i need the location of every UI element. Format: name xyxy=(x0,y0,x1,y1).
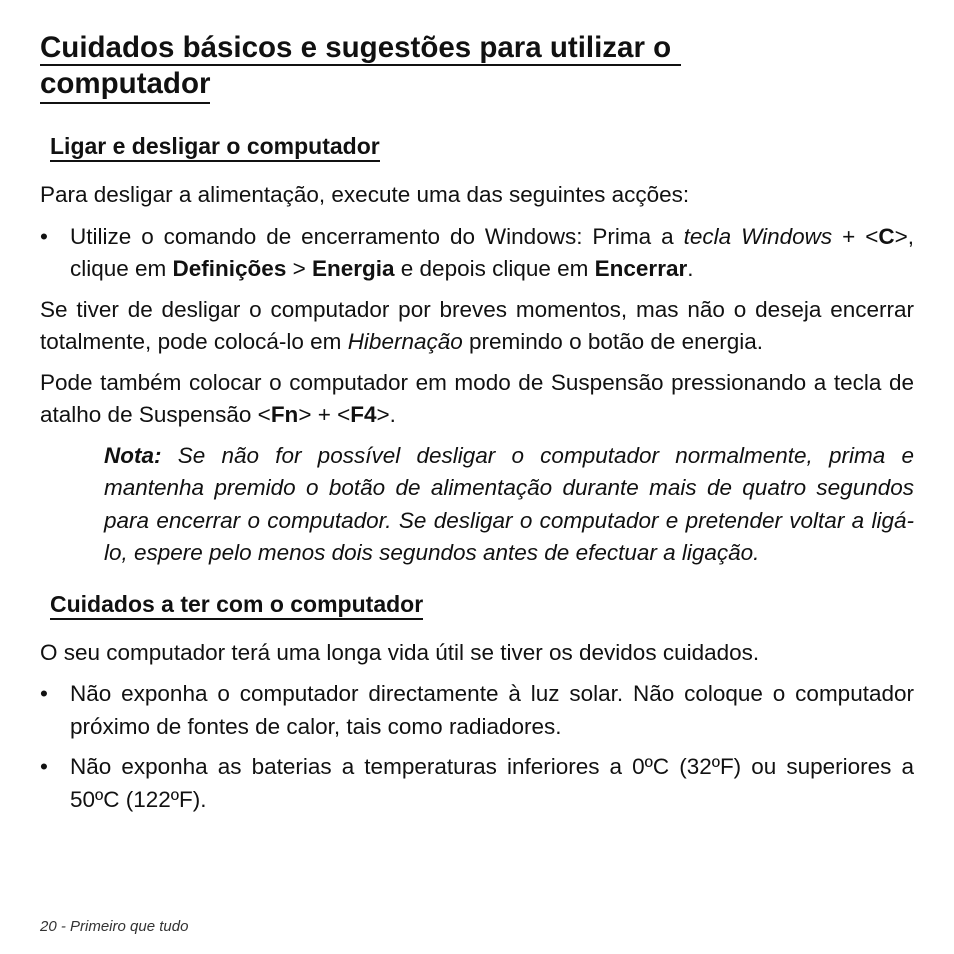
list-item xyxy=(40,678,914,743)
page-title-line2: computador xyxy=(40,66,210,104)
text: Não exponha as baterias a temperaturas inferiores a 0ºC (32ºF) ou superiores a 50ºC (122ºF). xyxy=(70,754,914,812)
text: Utilize o comando de encerramento do Windows: Prima a xyxy=(70,223,684,249)
text: Hibernação xyxy=(347,329,463,354)
text: Pode também colocar o computador em modo de Suspensão pressionando a tecla de atalho de Suspensão < xyxy=(40,369,914,427)
note-label: Nota: xyxy=(104,442,162,468)
text: > + < xyxy=(298,402,351,427)
sleep-paragraph xyxy=(40,367,914,432)
page-title-line1: Cuidados básicos e sugestões para utilizar o xyxy=(40,31,681,66)
bullet-icon: • xyxy=(40,681,48,706)
section-heading-care-text: Cuidados a ter com o computador xyxy=(50,591,423,620)
bullet-icon: • xyxy=(40,223,48,249)
text: tecla Windows xyxy=(683,223,833,249)
page-content xyxy=(40,30,914,816)
page-footer: 20 - Primeiro que tudo xyxy=(40,918,189,935)
section-heading-care xyxy=(40,589,914,619)
page-title xyxy=(40,30,914,104)
bullet-icon: • xyxy=(40,754,48,779)
text: Não exponha o computador directamente à luz solar. Não coloque o computador próximo de fontes de calor, tais como radiadores. xyxy=(70,681,914,739)
section-heading-power xyxy=(40,131,914,161)
text: premindo o botão de energia. xyxy=(462,329,763,354)
text: Fn xyxy=(270,402,299,427)
text: > xyxy=(286,256,312,281)
text: Definições xyxy=(172,256,287,281)
hibernation-paragraph xyxy=(40,294,914,359)
note-paragraph xyxy=(104,440,914,570)
text: + < xyxy=(832,223,879,249)
text: e depois clique em xyxy=(394,256,595,281)
care-intro: O seu computador terá uma longa vida útil se tiver os devidos cuidados. xyxy=(40,639,760,665)
text: Energia xyxy=(312,256,395,281)
list-item-windows-shutdown xyxy=(40,221,914,286)
text: Se tiver de desligar o computador por breves momentos, mas não o deseja encerrar totalmente, pode colocá-lo em xyxy=(40,296,914,354)
text: >, clique em xyxy=(70,223,914,281)
text: F4 xyxy=(350,402,377,427)
text: . xyxy=(687,256,694,281)
text: C xyxy=(878,223,895,249)
power-intro: Para desligar a alimentação, execute uma das seguintes acções: xyxy=(40,182,690,207)
text: Encerrar xyxy=(594,256,688,281)
list-item xyxy=(40,751,914,816)
section-heading-power-text: Ligar e desligar o computador xyxy=(50,133,380,162)
note-text: Se não for possível desligar o computador normalmente, prima e mantenha premido o botão de alimentação durante mais de quatro segundos para encerrar o computador. Se desligar o computador e pretender voltar a ligá-lo, espere pelo menos dois segundos antes de efectuar a ligação. xyxy=(104,442,914,565)
text: >. xyxy=(376,402,396,427)
